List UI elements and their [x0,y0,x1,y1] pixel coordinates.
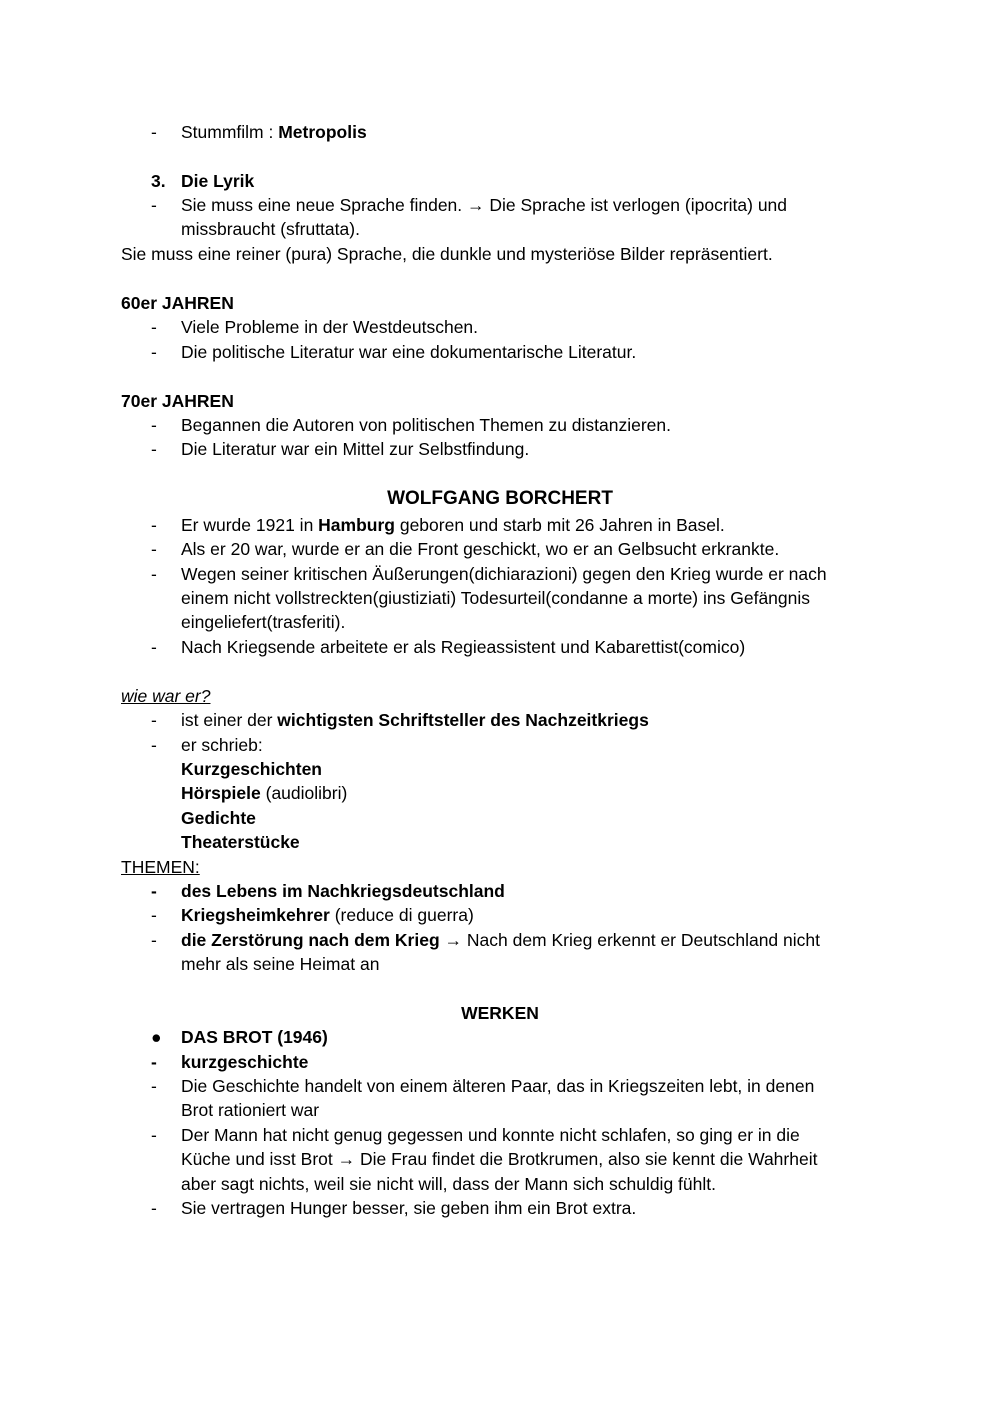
list-dash: - [151,564,157,584]
work-type: Kurzgeschichten [181,759,322,779]
item-text: Stummfilm : [181,122,279,142]
list-item: DAS BROT (1946) [181,1027,328,1047]
work-type [181,783,347,803]
section-heading-70er: 70er JAHREN [121,391,234,411]
item-bold-text: wichtigsten Schriftsteller des Nachzeitkriegs [277,710,649,730]
list-dash: - [151,539,157,559]
list-dash: - [151,317,157,337]
list-dash: - [151,515,157,535]
section-title-werken: WERKEN [461,1003,539,1023]
list-item-line1: Wegen seiner kritischen Äußerungen(dichiarazioni) gegen den Krieg wurde er nach [181,564,827,584]
list-dash: - [151,735,157,755]
list-dash: - [151,1198,157,1218]
list-dash: - [151,905,157,925]
list-item: Viele Probleme in der Westdeutschen. [181,317,479,337]
list-item-line1: Die Geschichte handelt von einem älteren Paar, das in Kriegszeiten lebt, in denen [181,1076,815,1096]
list-item: Die politische Literatur war eine dokumentarische Literatur. [181,342,637,362]
bullet-icon: ● [151,1027,162,1047]
item-bold-text: Hörspiele [181,783,261,803]
list-item-line2: mehr als seine Heimat an [181,954,380,974]
paragraph-lyrik: Sie muss eine reiner (pura) Sprache, die dunkle und mysteriöse Bilder repräsentiert. [121,244,773,264]
item-text: (audiolibri) [260,783,348,803]
item-bold-text: Hamburg [318,515,395,535]
list-dash: - [151,710,157,730]
list-dash: - [151,195,157,215]
list-item: Als er 20 war, wurde er an die Front geschickt, wo er an Gelbsucht erkrankte. [181,539,780,559]
list-item-born [181,515,725,535]
list-item [181,905,474,925]
list-item-line2: Küche und isst Brot → Die Frau findet die Brotkrumen, also sie kennt die Wahrheit [181,1149,818,1169]
item-text: geboren und starb mit 26 Jahren in Basel. [394,515,725,535]
list-dash: - [151,930,157,950]
list-item: Sie vertragen Hunger besser, sie geben ihm ein Brot extra. [181,1198,637,1218]
list-dash: - [151,1125,157,1145]
list-item-line1: Der Mann hat nicht genug gegessen und konnte nicht schlafen, so ging er in die [181,1125,800,1145]
list-item: Die Literatur war ein Mittel zur Selbstfindung. [181,439,530,459]
list-item-line2: einem nicht vollstreckten(giustiziati) Todesurteil(condanne a morte) ins Gefängnis [181,588,811,608]
list-item-line3: aber sagt nichts, weil sie nicht will, dass der Mann sich schuldig fühlt. [181,1174,716,1194]
list-item: des Lebens im Nachkriegsdeutschland [181,881,505,901]
list-dash: - [151,122,157,142]
item-bold-text: Kriegsheimkehrer [181,905,330,925]
list-item-line3: eingeliefert(trasferiti). [181,612,346,632]
list-dash: - [151,637,157,657]
section-heading-lyrik: Die Lyrik [181,171,255,191]
item-text: (reduce di guerra) [329,905,474,925]
list-item: er schrieb: [181,735,263,755]
list-item: kurzgeschichte [181,1052,309,1072]
item-bold-text: Metropolis [278,122,367,142]
section-heading-wie: wie war er? [121,686,211,706]
item-text: ist einer der [181,710,278,730]
list-dash: - [151,342,157,362]
section-title-borchert: WOLFGANG BORCHERT [387,488,613,509]
list-dash: - [151,439,157,459]
list-item-lyrik-line1: Sie muss eine neue Sprache finden. → Die Sprache ist verlogen (ipocrita) und [181,195,788,215]
list-dash: - [151,1076,157,1096]
item-bold-text: die Zerstörung nach dem Krieg [181,930,440,950]
list-dash: - [151,1052,157,1072]
list-item: Nach Kriegsende arbeitete er als Regieassistent und Kabarettist(comico) [181,637,746,657]
list-item-line1 [181,930,820,950]
list-item-stummfilm [181,122,367,142]
item-text: Er wurde 1921 in [181,515,319,535]
list-dash: - [151,881,157,901]
list-item: Begannen die Autoren von politischen Themen zu distanzieren. [181,415,672,435]
item-text: → Nach dem Krieg erkennt er Deutschland nicht [439,930,820,950]
list-number: 3. [151,171,166,191]
list-item [181,710,649,730]
section-heading-60er: 60er JAHREN [121,293,234,313]
list-item-line2: Brot rationiert war [181,1100,320,1120]
work-type: Theaterstücke [181,832,300,852]
work-type: Gedichte [181,808,256,828]
section-heading-themen: THEMEN: [121,857,200,877]
list-dash: - [151,415,157,435]
list-item-lyrik-line2: missbraucht (sfruttata). [181,219,360,239]
